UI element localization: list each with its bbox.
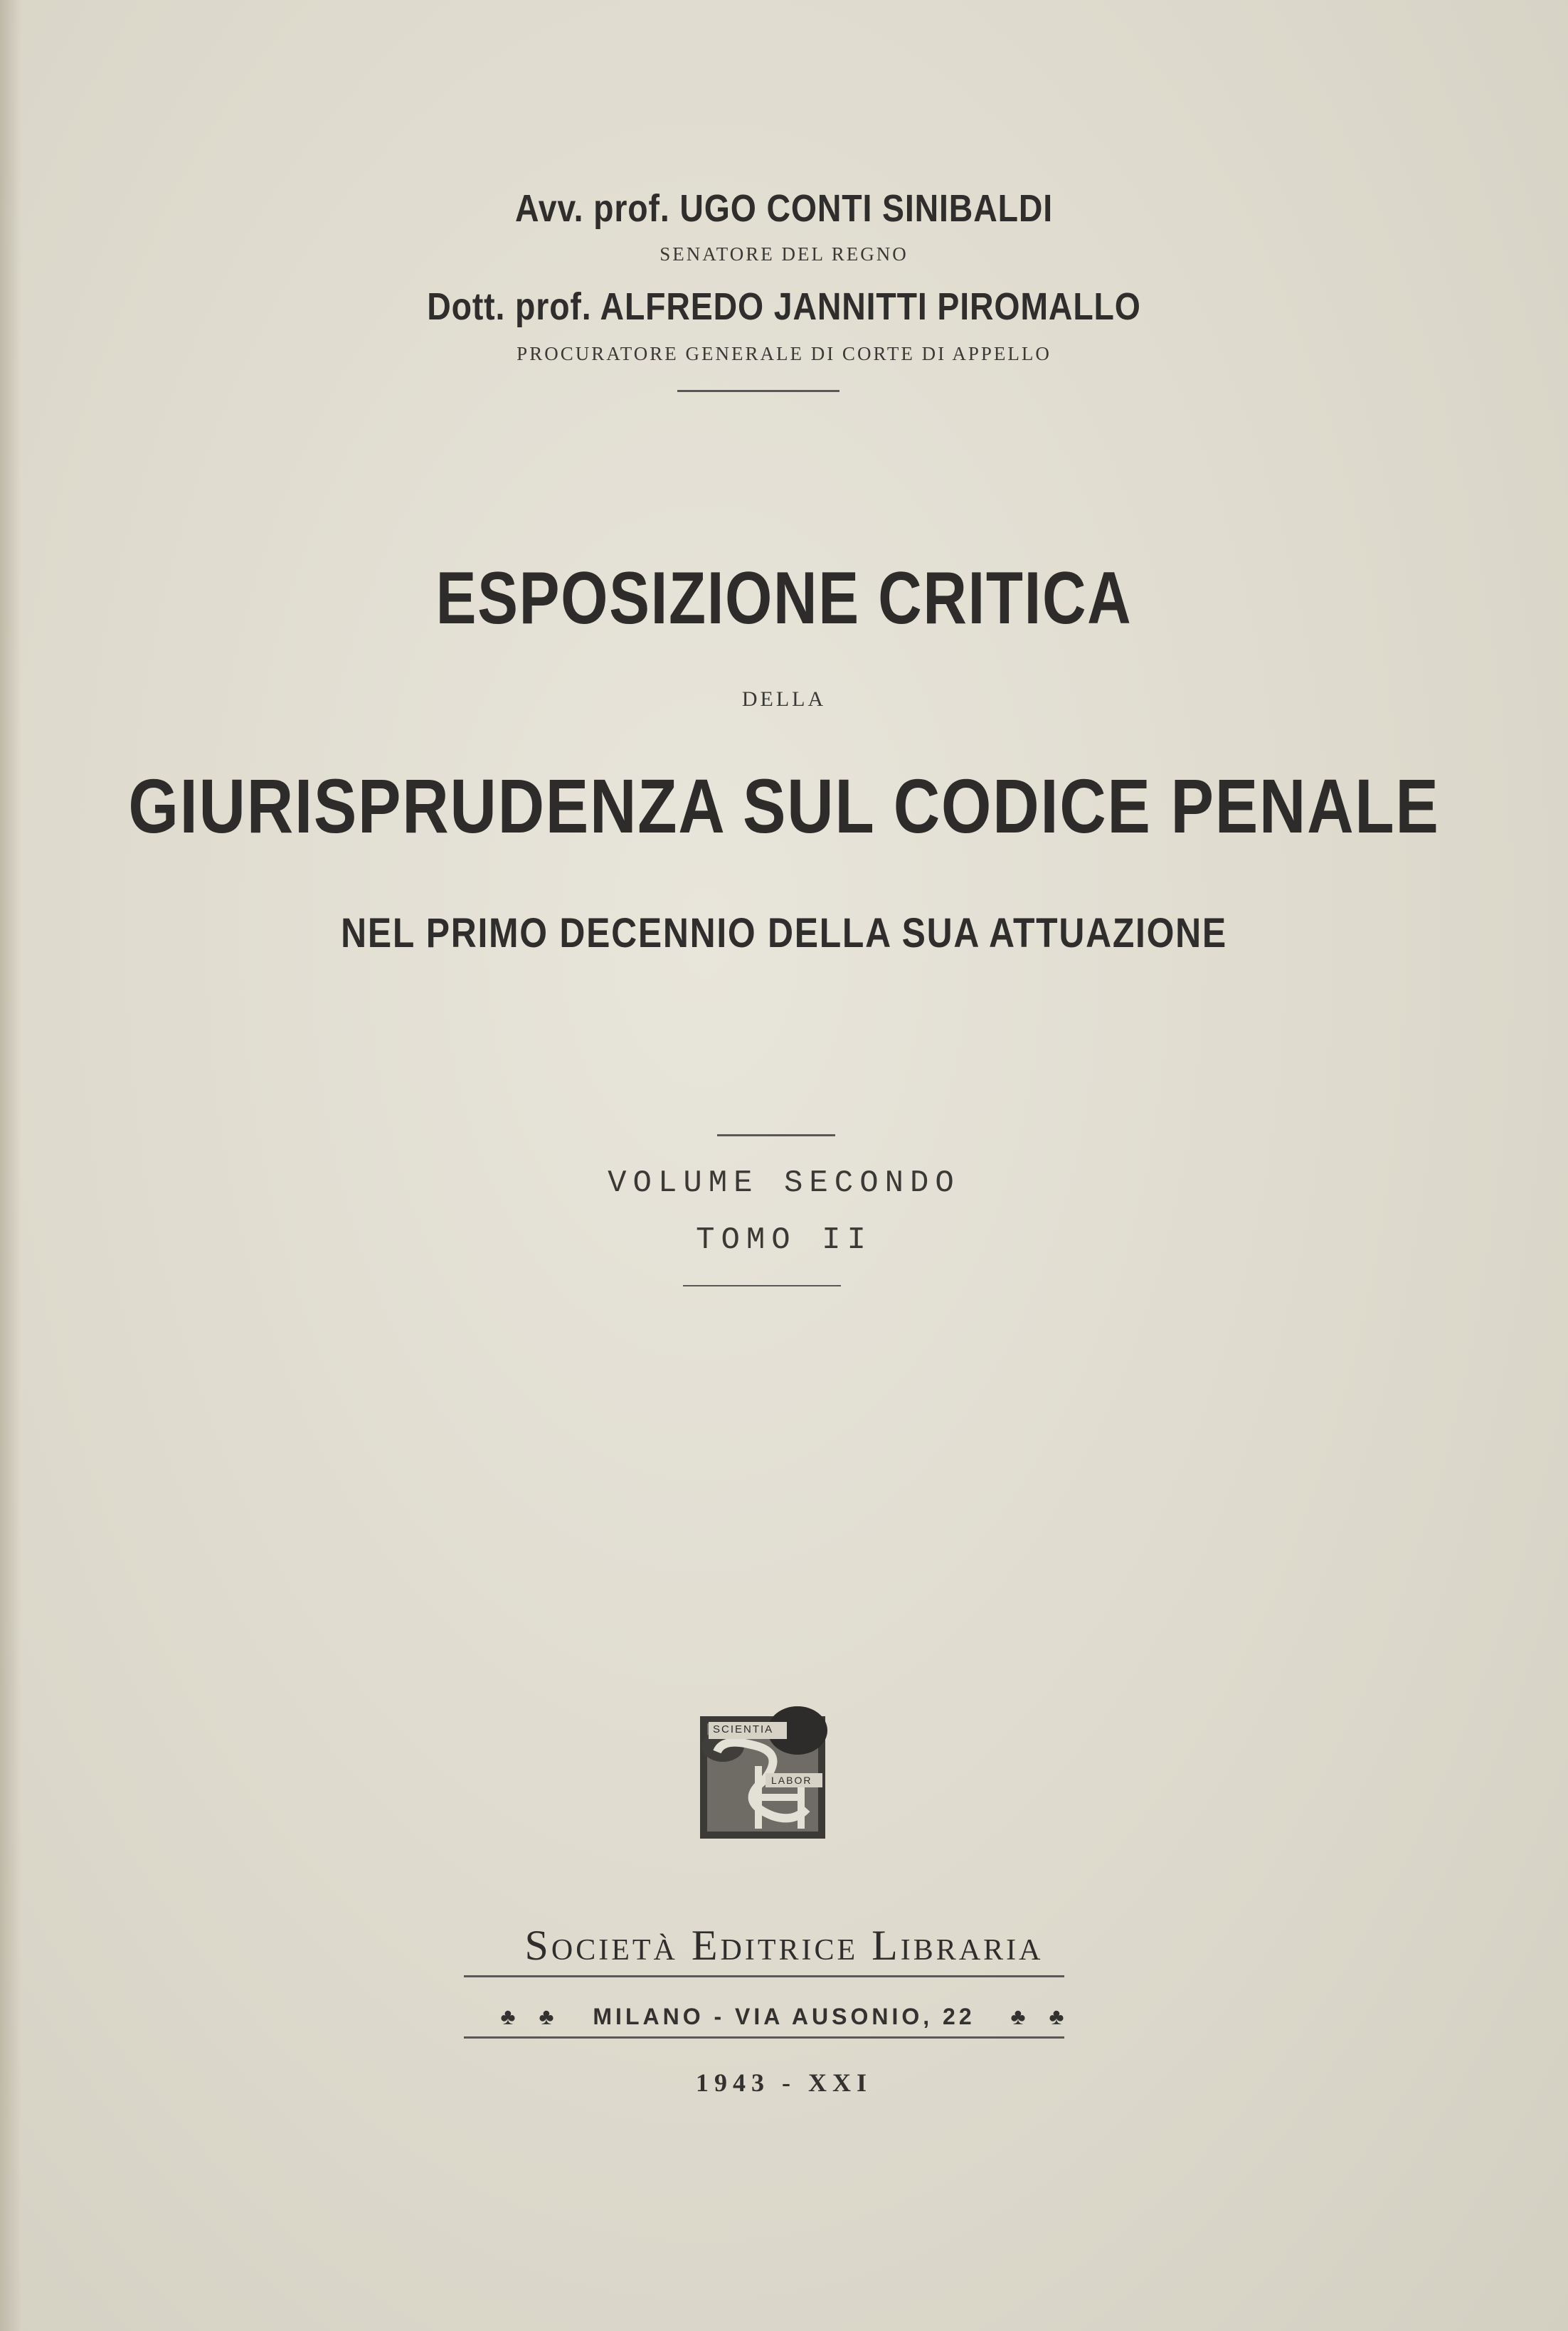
title-line-1: ESPOSIZIONE CRITICA	[435, 557, 1133, 640]
author-2-name: Dott. prof. ALFREDO JANNITTI PIROMALLO	[427, 285, 1141, 328]
publication-year: 1943 - XXI	[696, 2068, 872, 2097]
ornament-icon: ♣	[500, 2004, 519, 2029]
publisher-address: MILANO - VIA AUSONIO, 22	[593, 2004, 975, 2029]
ornament-icon: ♣	[1010, 2004, 1029, 2029]
divider-rule	[683, 1285, 841, 1286]
divider-rule	[717, 1134, 835, 1136]
title-connector: DELLA	[741, 687, 827, 711]
publisher-rule-bottom	[464, 2036, 1064, 2039]
title-line-2: GIURISPRUDENZA SUL CODICE PENALE	[128, 763, 1440, 849]
ornament-icon: ♣	[1049, 2004, 1068, 2029]
author-2-role: PROCURATORE GENERALE DI CORTE DI APPELLO	[517, 343, 1051, 364]
emblem-text-bottom: LABOR	[771, 1775, 812, 1786]
emblem-text-top: SCIENTIA	[713, 1723, 774, 1735]
title-subtitle: NEL PRIMO DECENNIO DELLA SUA ATTUAZIONE	[341, 910, 1227, 956]
author-1-role: SENATORE DEL REGNO	[659, 243, 909, 265]
author-1-name: Avv. prof. UGO CONTI SINIBALDI	[515, 187, 1053, 230]
ornament-icon: ♣	[539, 2004, 558, 2029]
divider-rule	[677, 390, 839, 392]
publisher-name: Società Editrice Libraria	[524, 1922, 1044, 1969]
publisher-rule-top	[464, 1975, 1064, 1977]
publisher-emblem-icon	[680, 1702, 844, 1844]
publisher-address-line	[0, 2004, 1568, 2030]
tome-label: TOMO II	[696, 1222, 872, 1258]
volume-label: VOLUME SECONDO	[608, 1166, 960, 1201]
